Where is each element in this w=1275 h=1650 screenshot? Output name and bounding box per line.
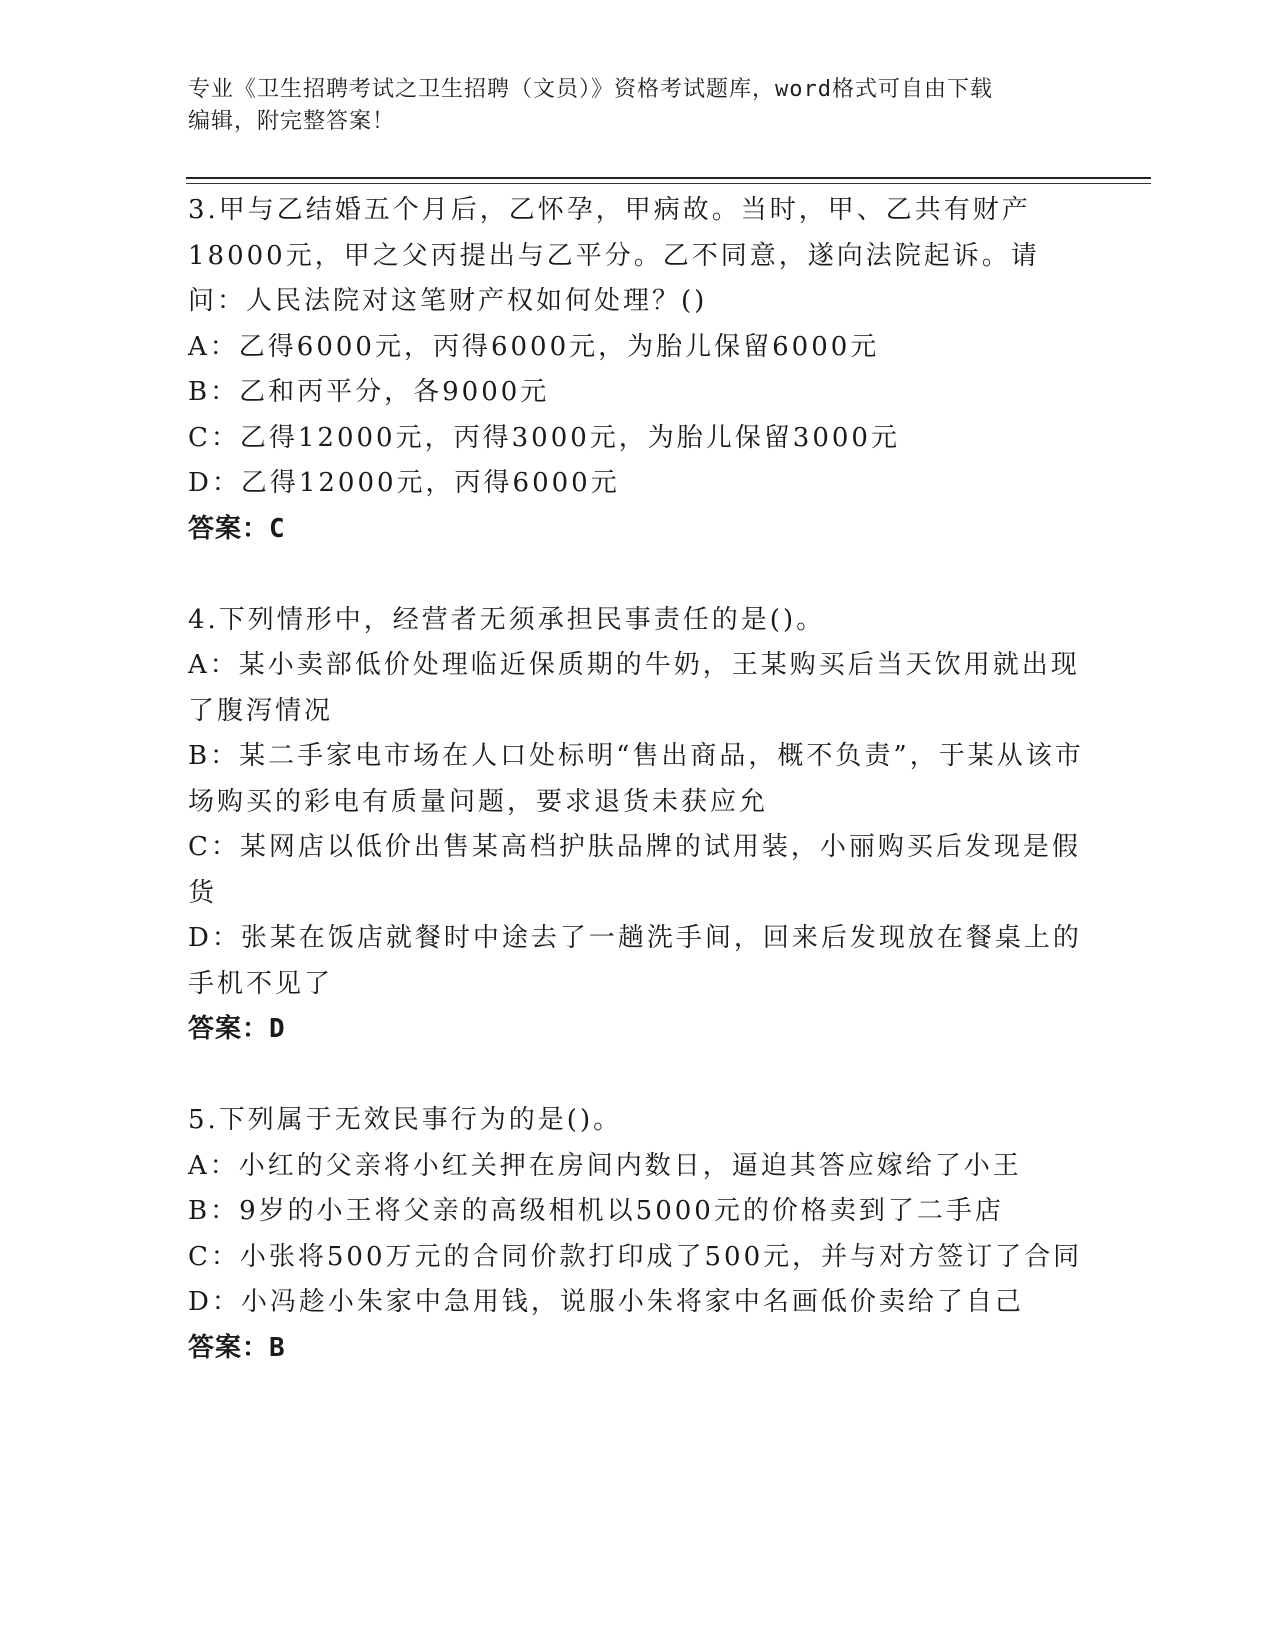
answer-line: 答案：D [188, 1014, 286, 1044]
option-b: B：9岁的小王将父亲的高级相机以5000元的价格卖到了二手店 [188, 1196, 1004, 1226]
option-b: B：某二手家电市场在人口处标明“售出商品，概不负责”，于某从该市场购买的彩电有质量问题，要求退货未获应允 [188, 741, 1084, 817]
question-5 [188, 1098, 1088, 1371]
option-c: C：小张将500万元的合同价款打印成了500元，并与对方签订了合同 [188, 1241, 1083, 1272]
question-text: 4.下列情形中，经营者无须承担民事责任的是()。 [188, 604, 826, 635]
question-4 [188, 598, 1088, 1053]
header-divider-thick [186, 177, 1151, 179]
option-a: A：某小卖部低价处理临近保质期的牛奶，王某购买后当天饮用就出现了腹泻情况 [188, 650, 1080, 726]
option-c: C：某网店以低价出售某高档护肤品牌的试用装，小丽购买后发现是假货 [188, 832, 1081, 908]
option-b: B：乙和丙平分，各9000元 [188, 377, 550, 407]
header-line-1: 专业《卫生招聘考试之卫生招聘（文员）》资格考试题库，word格式可自由下载 [188, 77, 993, 102]
option-d: D：乙得12000元，丙得6000元 [188, 468, 620, 498]
answer-line: 答案：B [188, 1332, 286, 1363]
question-3 [188, 188, 1088, 552]
option-d: D：小冯趁小朱家中急用钱，说服小朱将家中名画低价卖给了自己 [188, 1287, 1024, 1317]
option-d: D：张某在饭店就餐时中途去了一趟洗手间，回来后发现放在餐桌上的手机不见了 [188, 923, 1082, 999]
option-c: C：乙得12000元，丙得3000元，为胎儿保留3000元 [188, 422, 900, 453]
answer-line: 答案：C [188, 513, 286, 544]
option-a: A：小红的父亲将小红关押在房间内数日，逼迫其答应嫁给了小王 [188, 1150, 1022, 1181]
header-line-2: 编辑，附完整答案！ [188, 109, 396, 134]
question-text: 5.下列属于无效民事行为的是()。 [188, 1105, 623, 1135]
question-list [188, 188, 1088, 1417]
question-text: 3.甲与乙结婚五个月后，乙怀孕，甲病故。当时，甲、乙共有财产18000元，甲之父丙提出与乙平分。乙不同意，遂向法院起诉。请问：人民法院对这笔财产权如何处理？() [188, 195, 1040, 316]
option-a: A：乙得6000元，丙得6000元，为胎儿保留6000元 [188, 331, 880, 362]
document-header [188, 74, 1088, 138]
header-divider-thin [186, 183, 1151, 184]
